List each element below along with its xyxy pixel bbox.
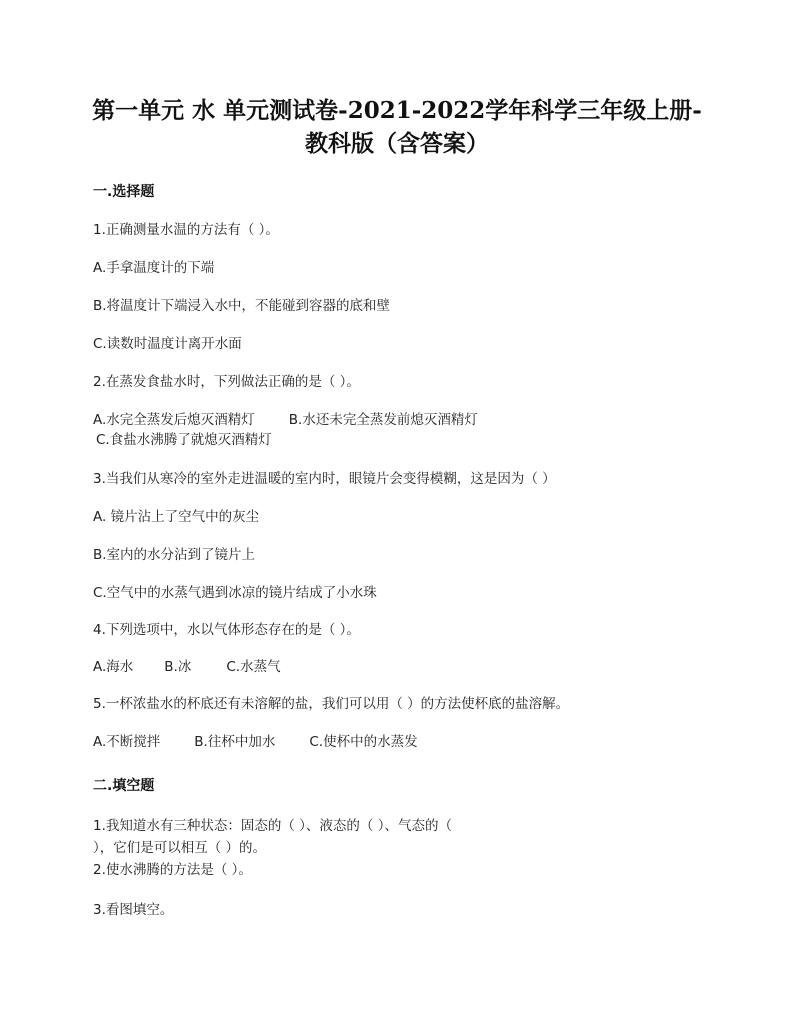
- fill-question-1-line-2: ），它们是可以相互（ ）的。: [93, 840, 267, 856]
- question-2-stem: 2.在蒸发食盐水时，下列做法正确的是（ ）。: [93, 374, 360, 390]
- document-title-line-1: 第一单元 水 单元测试卷-2021-2022学年科学三年级上册-: [92, 97, 702, 124]
- fill-question-2: 2.使水沸腾的方法是（ ）。: [93, 862, 252, 878]
- question-4-stem: 4.下列选项中，水以气体形态存在的是（ ）。: [93, 622, 360, 638]
- question-4-option-b: B.冰: [164, 659, 192, 675]
- question-4-option-a: A.海水: [93, 659, 134, 675]
- question-4-option-c: C.水蒸气: [226, 659, 281, 675]
- question-5-options-row: [93, 733, 418, 751]
- fill-question-1-line-1: 1.我知道水有三种状态：固态的（ ）、液态的（ ）、气态的（: [93, 818, 452, 834]
- question-4-options-row: [93, 658, 281, 676]
- question-3-option-a: A. 镜片沾上了空气中的灰尘: [93, 509, 260, 525]
- section-heading-multiple-choice: 一.选择题: [93, 184, 155, 200]
- question-1-stem: 1.正确测量水温的方法有（ ）。: [93, 222, 279, 238]
- question-3-stem: 3.当我们从寒冷的室外走进温暖的室内时，眼镜片会变得模糊，这是因为（ ）: [93, 471, 556, 487]
- document-title-line-2: 教科版（含答案）: [305, 130, 489, 157]
- question-5-stem: 5.一杯浓盐水的杯底还有未溶解的盐，我们可以用（ ）的方法使杯底的盐溶解。: [93, 696, 570, 712]
- fill-question-3: 3.看图填空。: [93, 902, 174, 918]
- question-5-option-a: A.不断搅拌: [93, 734, 161, 750]
- question-1-option-b: B.将温度计下端浸入水中，不能碰到容器的底和壁: [93, 298, 391, 314]
- question-1-option-c: C.读数时温度计离开水面: [93, 336, 242, 352]
- question-2-option-b: B.水还未完全蒸发前熄灭酒精灯: [288, 412, 478, 428]
- question-2-option-c: C.食盐水沸腾了就熄灭酒精灯: [96, 432, 272, 448]
- question-1-option-a: A.手拿温度计的下端: [93, 260, 215, 276]
- section-heading-fill-in-blank: 二.填空题: [93, 778, 155, 794]
- question-2-options-row: [93, 411, 478, 429]
- question-3-option-b: B.室内的水分沾到了镜片上: [93, 547, 256, 563]
- question-5-option-b: B.往杯中加水: [194, 734, 276, 750]
- question-2-option-a: A.水完全蒸发后熄灭酒精灯: [93, 412, 255, 428]
- question-3-option-c: C.空气中的水蒸气遇到冰凉的镜片结成了小水珠: [93, 585, 377, 601]
- question-5-option-c: C.使杯中的水蒸发: [309, 734, 418, 750]
